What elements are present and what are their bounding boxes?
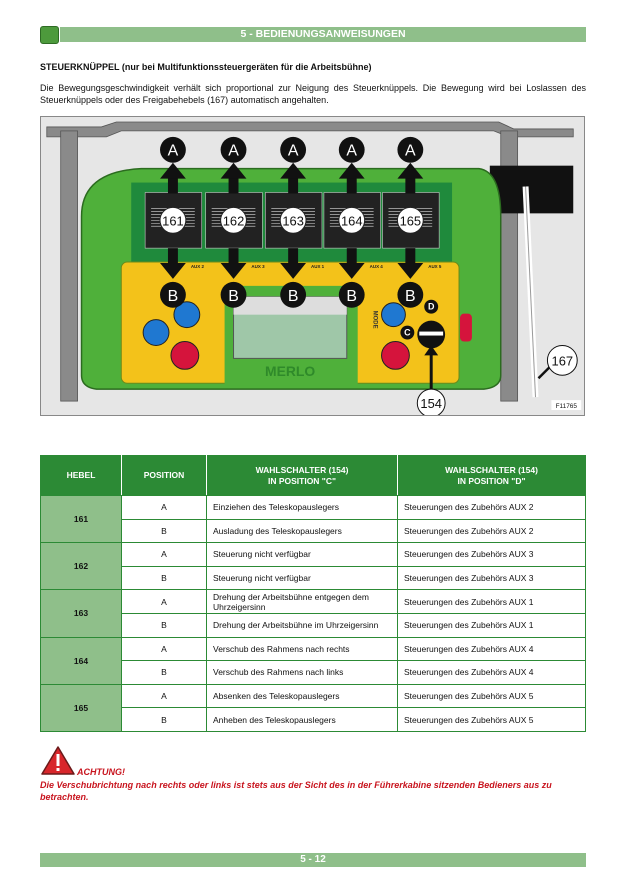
blue-button [382,303,406,327]
table-row [41,661,586,685]
function-d-cell: Steuerungen des Zubehörs AUX 5 [398,708,586,732]
column-header: HEBEL [41,456,122,496]
table-row [41,684,586,708]
position-cell: A [122,496,207,520]
lever-number: 165 [41,684,122,731]
aux-label: AUX 3 [251,263,265,269]
table-row [41,496,586,520]
guard-frame-top [47,122,573,137]
table-row [41,590,586,614]
position-cell: A [122,590,207,614]
function-d-cell: Steuerungen des Zubehörs AUX 1 [398,613,586,637]
page-footer: 5 - 12 [40,853,586,867]
release-lever-outline [526,187,536,398]
direction-b-label: B [228,287,239,305]
function-c-cell: Steuerung nicht verfügbar [207,543,398,567]
position-cell: B [122,613,207,637]
lever-number: 163 [41,590,122,637]
function-d-cell: Steuerungen des Zubehörs AUX 3 [398,543,586,567]
function-d-cell: Steuerungen des Zubehörs AUX 4 [398,661,586,685]
lever-label: 163 [282,213,304,229]
control-panel-figure [40,116,585,416]
direction-a-label: A [346,142,358,160]
position-cell: A [122,637,207,661]
direction-a-label: A [287,142,299,160]
red-button [382,341,410,369]
selector-indicator [419,332,443,336]
position-cell: B [122,566,207,590]
lever-label: 162 [222,213,245,229]
direction-a-label: A [405,142,416,160]
control-panel-diagram [41,117,584,415]
lever-function-table [40,455,586,732]
function-c-cell: Anheben des Teleskopauslegers [207,708,398,732]
callout-154-label: 154 [420,396,442,412]
lever-label: 164 [340,213,363,229]
red-button [171,341,199,369]
aux-label: AUX 1 [311,263,325,269]
warning-icon [40,745,76,777]
figure-id: F11765 [555,403,577,411]
function-d-cell: Steuerungen des Zubehörs AUX 5 [398,684,586,708]
direction-a-label: A [167,142,179,160]
position-cell: A [122,543,207,567]
blue-button [143,320,169,346]
direction-b-label: B [346,287,358,305]
lever-label: 165 [399,213,422,229]
emergency-stop [460,314,472,342]
pos-d-label: D [427,301,435,312]
table-row [41,637,586,661]
function-d-cell: Steuerungen des Zubehörs AUX 2 [398,519,586,543]
section-header: 5 - BEDIENUNGSANWEISUNGEN [60,27,586,42]
pos-c-label: C [404,327,411,338]
column-header: WAHLSCHALTER (154) IN POSITION "C" [207,456,398,496]
lever-number: 162 [41,543,122,590]
section-heading: STEUERKNÜPPEL (nur bei Multifunktionssteuergeräten für die Arbeitsbühne) [40,62,372,72]
position-cell: B [122,708,207,732]
table-row [41,543,586,567]
warning-title: ACHTUNG! [77,767,125,777]
callout-167-label: 167 [551,353,574,369]
direction-b-label: B [405,287,416,305]
black-housing [490,166,573,214]
function-c-cell: Ausladung des Teleskopauslegers [207,519,398,543]
merlo-logo [40,26,59,44]
lever-number: 161 [41,496,122,543]
direction-b-label: B [287,287,299,305]
function-d-cell: Steuerungen des Zubehörs AUX 2 [398,496,586,520]
table-row [41,708,586,732]
brand-text: MERLO [265,363,316,380]
function-c-cell: Drehung der Arbeitsbühne im Uhrzeigersinn [207,613,398,637]
position-cell: A [122,684,207,708]
lever-label: 161 [162,213,184,229]
guard-post-left [61,131,78,401]
direction-b-label: B [167,287,179,305]
intro-paragraph: Die Bewegungsgeschwindigkeit verhält sich proportional zur Neigung des Steuerknüppels. Die Bewegung wird bei Loslassen des Steuerknüppels oder des Freigabehebels (167) automatisch angehalten. [40,83,586,105]
function-d-cell: Steuerungen des Zubehörs AUX 3 [398,566,586,590]
function-c-cell: Verschub des Rahmens nach rechts [207,637,398,661]
warning-text: Die Verschubrichtung nach rechts oder links ist stets aus der Sicht des in der Führerkabine sitzenden Bedieners aus zu betrachten. [40,780,552,802]
lever-number: 164 [41,637,122,684]
table-row [41,519,586,543]
aux-label: AUX 5 [428,263,442,269]
mode-label: MODE [371,310,378,329]
position-cell: B [122,519,207,543]
column-header: POSITION [122,456,207,496]
direction-a-label: A [228,142,239,160]
aux-label: AUX 2 [190,263,204,269]
function-c-cell: Einziehen des Teleskopauslegers [207,496,398,520]
function-d-cell: Steuerungen des Zubehörs AUX 4 [398,637,586,661]
function-c-cell: Verschub des Rahmens nach links [207,661,398,685]
function-c-cell: Drehung der Arbeitsbühne entgegen dem Uhrzeigersinn [207,590,398,614]
aux-label: AUX 4 [369,263,383,269]
table-row [41,566,586,590]
table-row [41,613,586,637]
table-header-row [41,456,586,496]
column-header: WAHLSCHALTER (154) IN POSITION "D" [398,456,586,496]
function-d-cell: Steuerungen des Zubehörs AUX 1 [398,590,586,614]
position-cell: B [122,661,207,685]
function-c-cell: Steuerung nicht verfügbar [207,566,398,590]
function-c-cell: Absenken des Teleskopauslegers [207,684,398,708]
